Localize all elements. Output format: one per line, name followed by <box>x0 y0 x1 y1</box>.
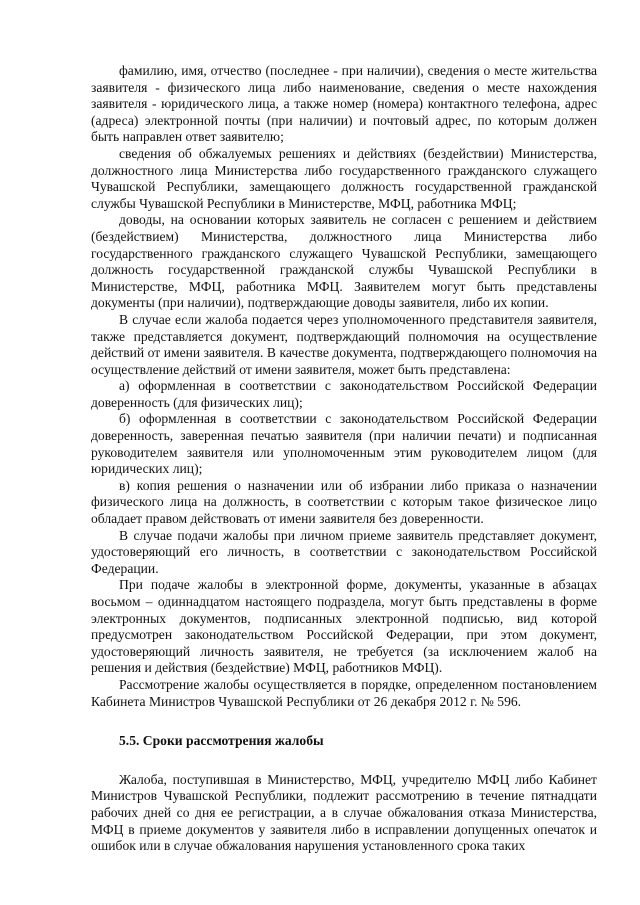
paragraph-item-a: а) оформленная в соответствии с законодательством Российской Федерации доверенность (для физических лиц); <box>91 378 597 410</box>
paragraph-appealed-decisions: сведения об обжалуемых решениях и действиях (бездействии) Министерства, должностного лица Министерства либо государственного гражданского служащего Чувашской Республики, замещающего должность государственной гражданской службы Чувашской Республики в Министерстве, МФЦ, работника МФЦ; <box>91 145 597 211</box>
paragraph-arguments: доводы, на основании которых заявитель не согласен с решением и действием (бездействием) Министерства, должностного лица Министерства либо государственного гражданского служащего Чувашской Республики, замещающего должность государственной гражданской службы Чувашской Республики в Министерстве, МФЦ, работника МФЦ. Заявителем могут быть представлены документы (при наличии), подтверждающие доводы заявителя, либо их копии. <box>91 212 597 311</box>
paragraph-item-v: в) копия решения о назначении или об избрании либо приказа о назначении физического лица на должность, в соответствии с которым такое физическое лицо обладает правом действовать от имени заявителя без доверенности. <box>91 477 597 527</box>
paragraph-representative: В случае если жалоба подается через уполномоченного представителя заявителя, также представляется документ, подтверждающий полномочия на осуществление действий от имени заявителя. В качестве документа, подтверждающего полномочия на осуществление действий от имени заявителя, может быть представлена: <box>91 311 597 377</box>
section-heading: 5.5. Сроки рассмотрения жалобы <box>119 733 324 749</box>
paragraph-item-b: б) оформленная в соответствии с законодательством Российской Федерации доверенность, заверенная печатью заявителя (при наличии печати) и подписанная руководителем заявителя или уполномоченным этим руководителем лицом (для юридических лиц); <box>91 411 597 477</box>
paragraph-personal-reception: В случае подачи жалобы при личном приеме заявитель представляет документ, удостоверяющий его личность, в соответствии с законодательством Российской Федерации. <box>91 527 597 576</box>
document-page <box>91 63 597 855</box>
paragraph-procedure: Рассмотрение жалобы осуществляется в порядке, определенном постановлением Кабинета Министров Чувашской Республики от 26 декабря 2012 г. № 596. <box>91 676 597 709</box>
paragraph-electronic-form: При подаче жалобы в электронной форме, документы, указанные в абзацах восьмом – одиннадцатом настоящего подраздела, могут быть представлены в форме электронных документов, подписанных электронной подписью, вид которой предусмотрен законодательством Российской Федерации, при этом документ, удостоверяющий личность заявителя, не требуется (за исключением жалоб на решения и действия (бездействие) МФЦ, работников МФЦ). <box>91 577 597 676</box>
paragraph-contact-details: фамилию, имя, отчество (последнее - при наличии), сведения о месте жительства заявителя - физического лица либо наименование, сведения о месте нахождения заявителя - юридического лица, а также номер (номера) контактного телефона, адрес (адреса) электронной почты (при наличии) и почтовый адрес, по которым должен быть направлен ответ заявителю; <box>91 63 597 145</box>
paragraph-review-terms: Жалоба, поступившая в Министерство, МФЦ, учредителю МФЦ либо Кабинет Министров Чувашской Республики, подлежит рассмотрению в течение пятнадцати рабочих дней со дня ее регистрации, а в случае обжалования отказа Министерства, МФЦ в приеме документов у заявителя либо в исправлении допущенных опечаток и ошибок или в случае обжалования нарушения установленного срока таких <box>91 771 597 854</box>
